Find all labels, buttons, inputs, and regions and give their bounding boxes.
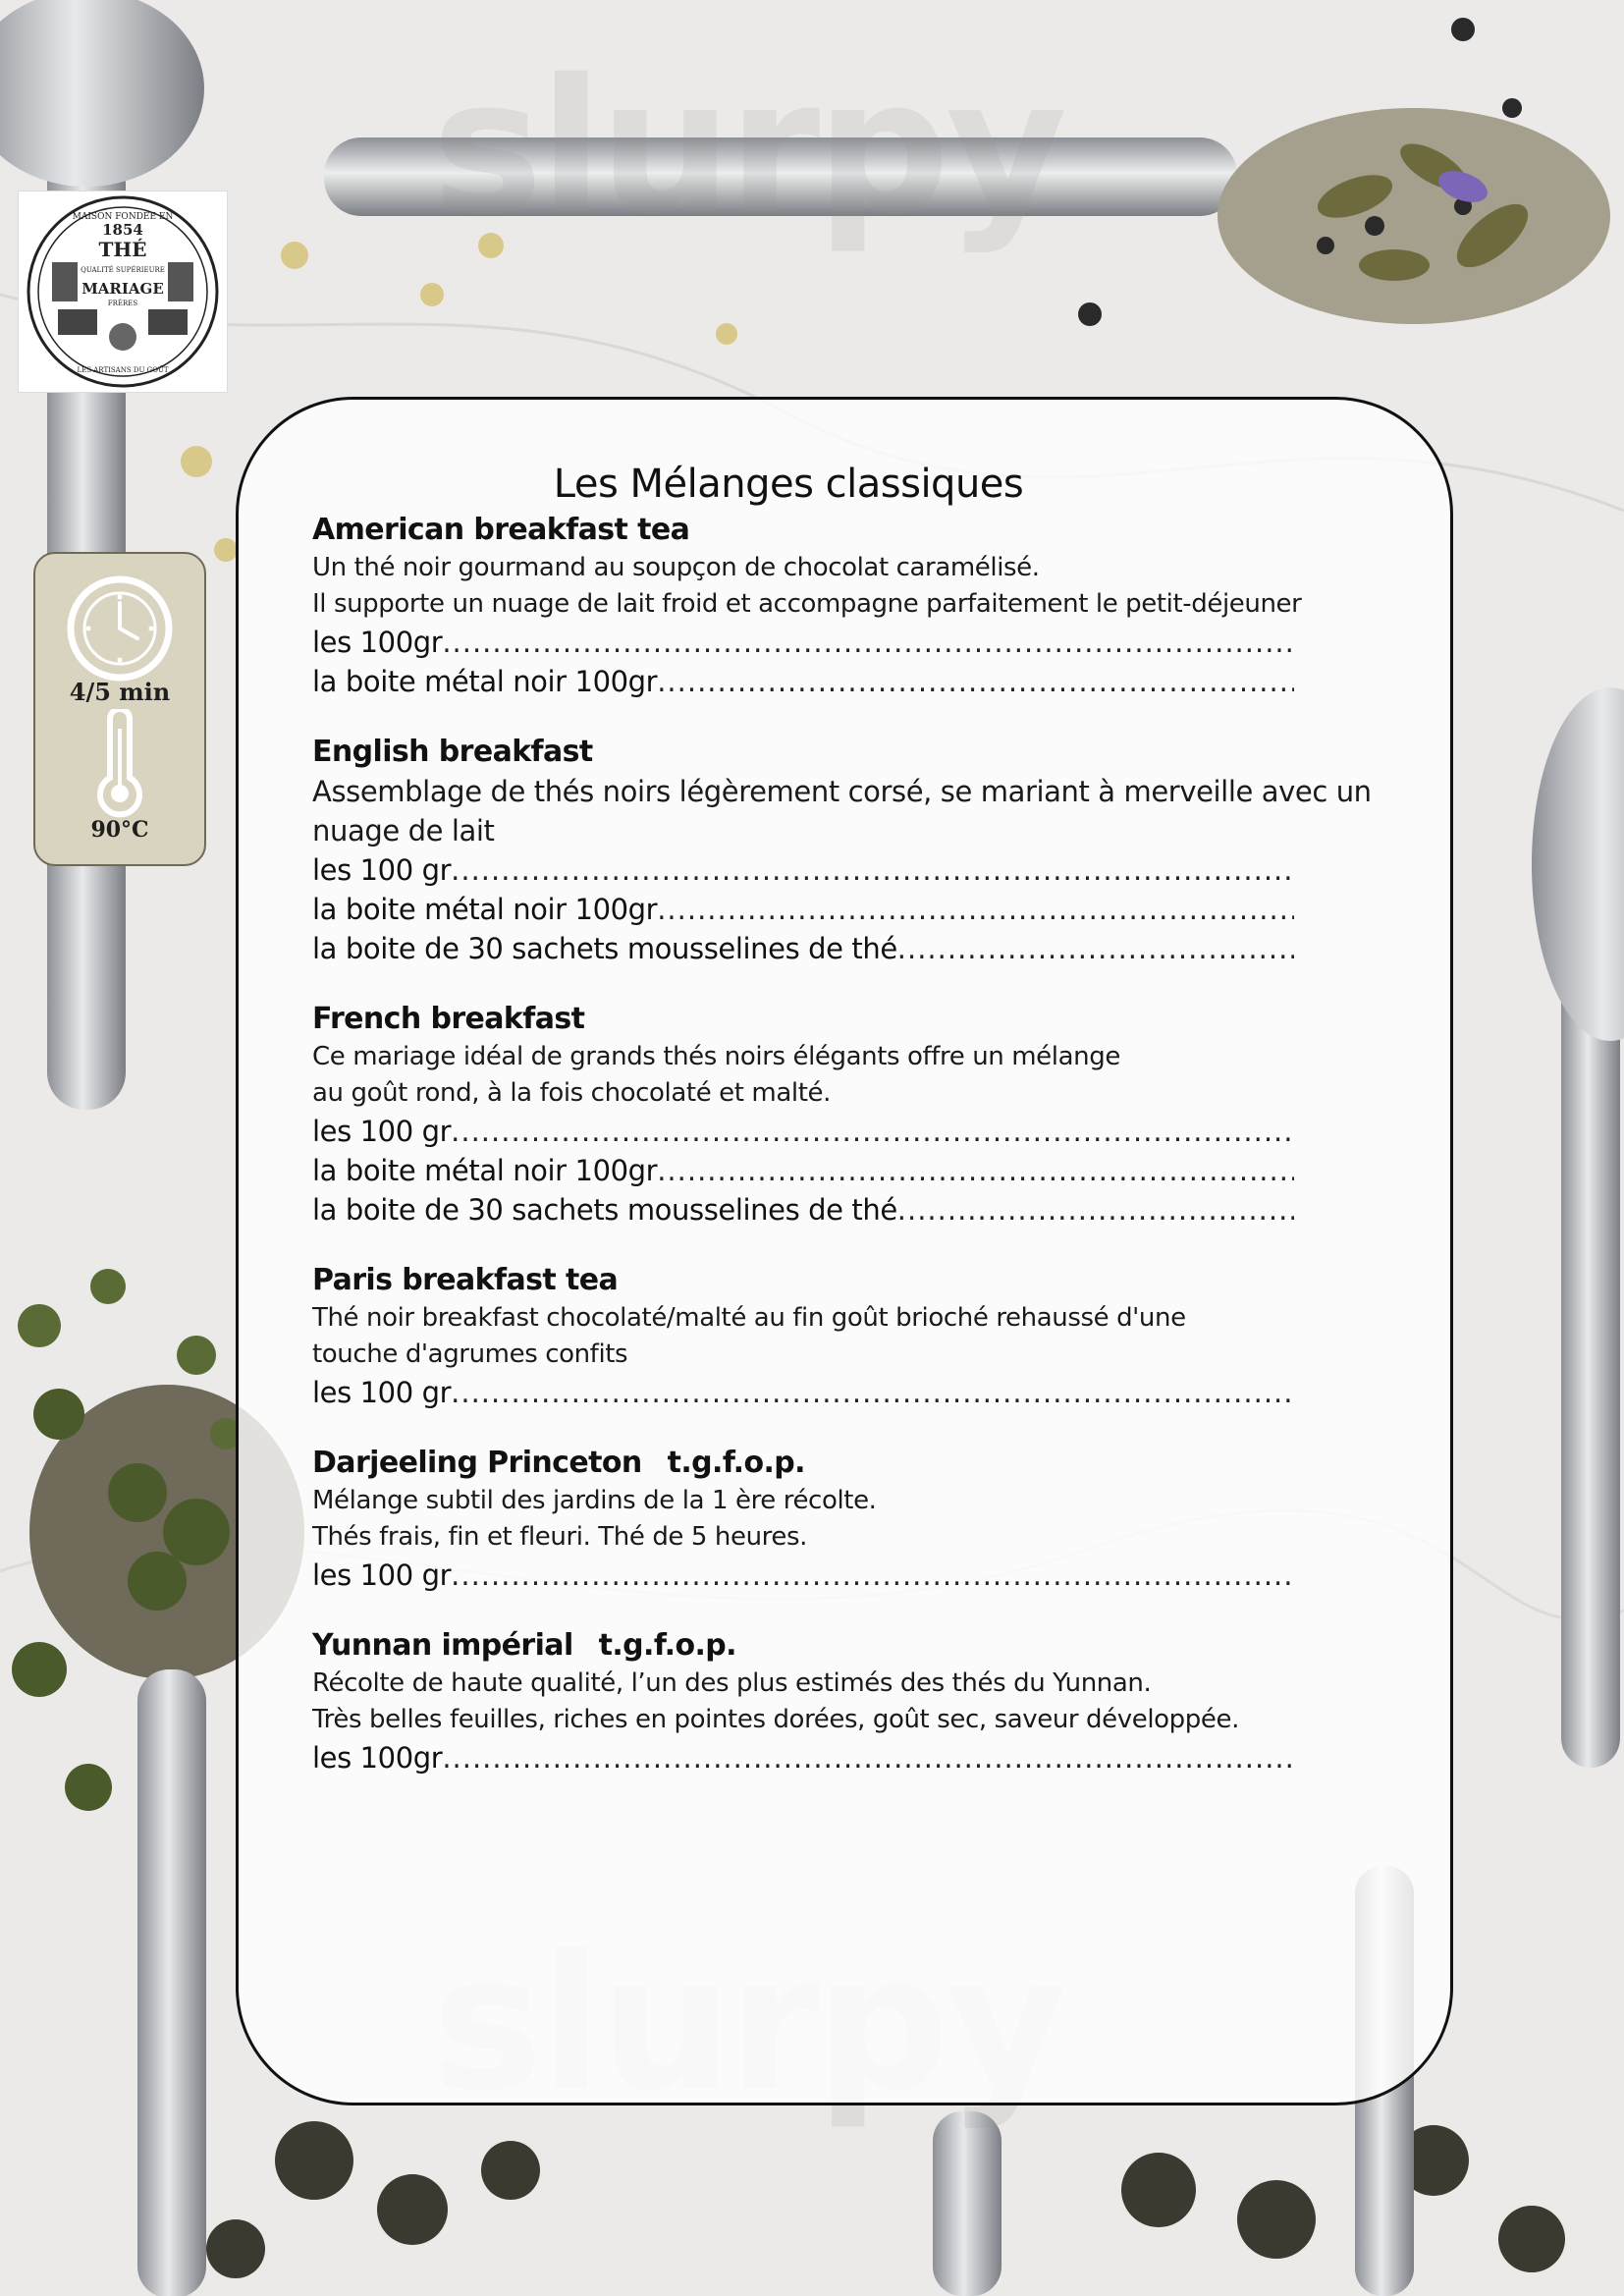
price-line — [312, 623, 1294, 662]
leader-dots — [657, 890, 1294, 929]
price-line-label: la boite métal noir 100gr — [312, 665, 658, 698]
price-line — [312, 1738, 1294, 1777]
tea-description-line: au goût rond, à la fois chocolaté et malté. — [312, 1078, 831, 1108]
tea-name-text: Darjeeling Princeton — [312, 1446, 642, 1480]
tea-section-american-breakfast — [312, 511, 1422, 701]
logo-bottom-text: LES ARTISANS DU GOÛT — [77, 366, 169, 374]
leader-dots — [657, 662, 1294, 701]
price-line-label: la boite de 30 sachets mousselines de thé — [312, 932, 897, 965]
leader-dots — [451, 1556, 1294, 1595]
tea-description-line: Il supporte un nuage de lait froid et accompagne parfaitement le petit-déjeuner — [312, 589, 1302, 619]
tea-name-text: English breakfast — [312, 735, 593, 769]
tea-grade: t.g.f.o.p. — [667, 1446, 805, 1480]
menu-content — [312, 462, 1422, 1809]
tea-grade: t.g.f.o.p. — [598, 1628, 736, 1663]
price-line-label: les 100 gr — [312, 1558, 452, 1592]
logo-top-text: MAISON FONDÉE EN — [72, 212, 174, 222]
tea-name — [312, 1261, 1422, 1300]
tea-name — [312, 1000, 1422, 1039]
price-line — [312, 1556, 1294, 1595]
logo-quality: QUALITÉ SUPÉRIEURE — [81, 266, 165, 274]
tea-description-line: nuage de lait — [312, 814, 495, 847]
tea-description-line: Ce mariage idéal de grands thés noirs élégants offre un mélange — [312, 1042, 1120, 1071]
tea-description-line: Très belles feuilles, riches en pointes dorées, goût sec, saveur développée. — [312, 1705, 1239, 1734]
tea-description-line: Assemblage de thés noirs légèrement corsé, se mariant à merveille avec un — [312, 775, 1372, 808]
tea-description-line: touche d'agrumes confits — [312, 1339, 628, 1369]
leader-dots — [451, 1373, 1294, 1412]
price-line-label: la boite métal noir 100gr — [312, 1154, 658, 1187]
price-line — [312, 850, 1294, 890]
leader-dots — [657, 1151, 1294, 1190]
price-line-label: la boite métal noir 100gr — [312, 893, 658, 926]
tea-description-line: Un thé noir gourmand au soupçon de chocolat caramélisé. — [312, 553, 1040, 582]
watermark-top: slurpy — [432, 39, 1064, 256]
tea-description-line: Thé noir breakfast chocolaté/malté au fin goût brioché rehaussé d'une — [312, 1303, 1186, 1333]
price-line-label: les 100gr — [312, 1741, 443, 1775]
price-line-label: la boite de 30 sachets mousselines de thé — [312, 1193, 897, 1227]
tea-section-french-breakfast — [312, 1000, 1422, 1230]
steep-time: 4/5 min — [69, 678, 171, 706]
logo-brand: MARIAGE — [81, 280, 164, 298]
leader-dots — [451, 1112, 1294, 1151]
logo-brand-sub: FRÈRES — [107, 300, 138, 307]
tea-name — [312, 1444, 1422, 1483]
leader-dots — [897, 929, 1294, 968]
tea-name-text: American breakfast tea — [312, 513, 690, 547]
price-line-label: les 100gr — [312, 626, 443, 659]
price-line — [312, 1190, 1294, 1230]
tea-name — [312, 511, 1422, 550]
price-line-label: les 100 gr — [312, 1115, 452, 1148]
tea-name-text: Paris breakfast tea — [312, 1263, 619, 1297]
logo-word: THÉ — [98, 238, 147, 261]
leader-dots — [897, 1190, 1294, 1230]
leader-dots — [442, 1738, 1294, 1777]
brewing-info-panel — [33, 552, 206, 866]
thermometer-icon — [90, 709, 149, 819]
clock-icon — [65, 574, 175, 683]
leader-dots — [442, 623, 1294, 662]
tea-name — [312, 733, 1422, 772]
tea-description-line: Mélange subtil des jardins de la 1 ère récolte. — [312, 1486, 877, 1515]
price-line — [312, 662, 1294, 701]
tea-section-english-breakfast — [312, 733, 1422, 968]
tea-section-yunnan-imperial — [312, 1626, 1422, 1777]
price-line — [312, 929, 1294, 968]
tea-description-line: Récolte de haute qualité, l’un des plus estimés des thés du Yunnan. — [312, 1668, 1152, 1698]
mariage-freres-logo — [18, 191, 228, 393]
water-temperature: 90°C — [90, 817, 149, 843]
price-line-label: les 100 gr — [312, 853, 452, 887]
tea-section-darjeeling-princeton — [312, 1444, 1422, 1595]
tea-section-paris-breakfast — [312, 1261, 1422, 1412]
price-line — [312, 1373, 1294, 1412]
tea-name-text: Yunnan impérial — [312, 1628, 573, 1663]
price-line — [312, 890, 1294, 929]
tea-name-text: French breakfast — [312, 1002, 585, 1036]
logo-seal-icon — [19, 191, 227, 392]
menu-title: Les Mélanges classiques — [553, 462, 1024, 507]
leader-dots — [451, 850, 1294, 890]
tea-name — [312, 1626, 1422, 1666]
tea-description-line: Thés frais, fin et fleuri. Thé de 5 heures. — [312, 1522, 807, 1552]
price-line — [312, 1151, 1294, 1190]
logo-year: 1854 — [102, 221, 143, 239]
price-line-label: les 100 gr — [312, 1376, 452, 1409]
price-line — [312, 1112, 1294, 1151]
